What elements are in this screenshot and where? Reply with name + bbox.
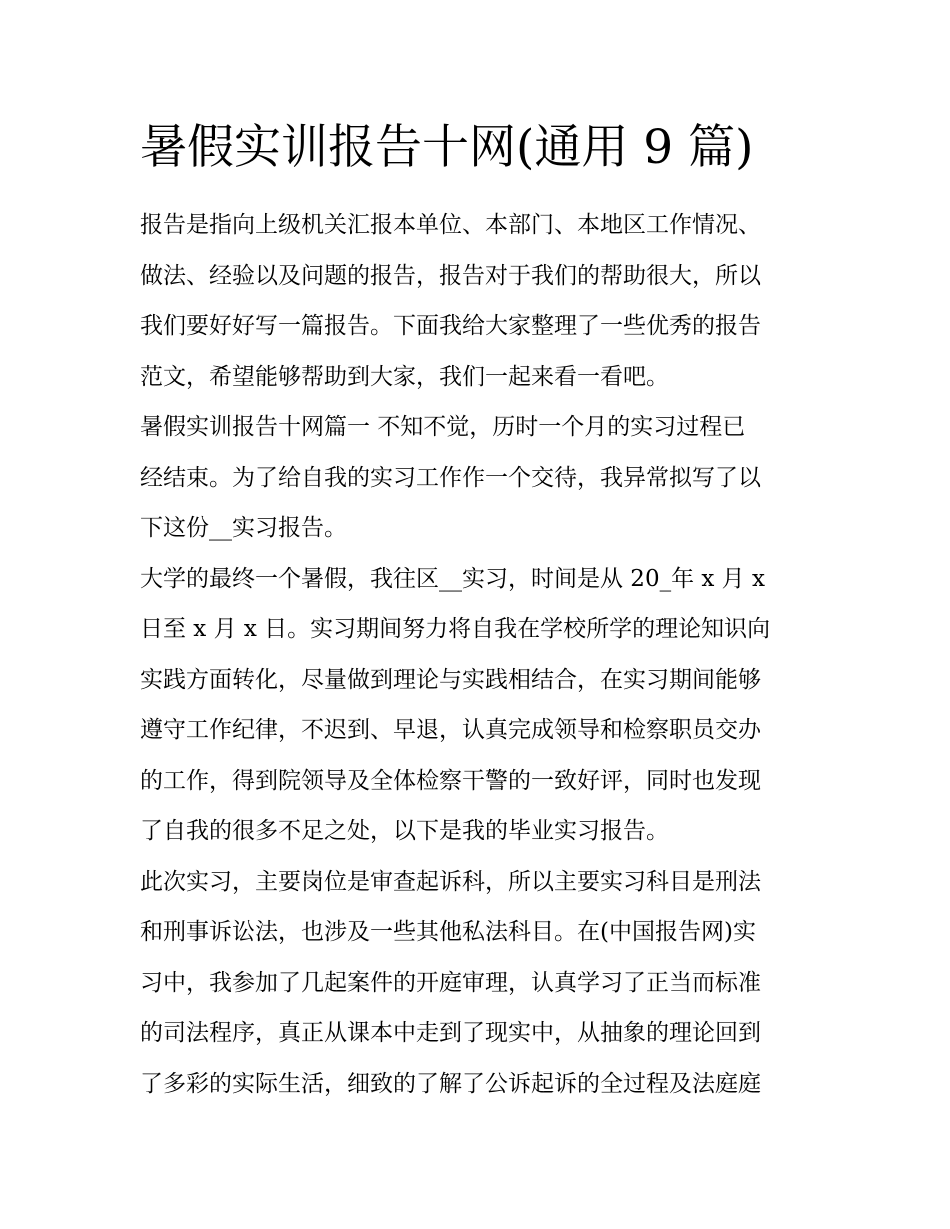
body-line: 了多彩的实际生活，细致的了解了公诉起诉的全过程及法庭庭	[140, 1070, 761, 1097]
body-line: 我们要好好写一篇报告。下面我给大家整理了一些优秀的报告	[140, 313, 761, 339]
body-line: 经结束。为了给自我的实习工作作一个交待，我异常拟写了以	[140, 464, 761, 491]
body-line: 报告是指向上级机关汇报本单位、本部门、本地区工作情况、	[140, 212, 761, 238]
body-line: 下这份__实习报告。	[140, 515, 347, 541]
body-line: 的司法程序，真正从课本中走到了现实中，从抽象的理论回到	[140, 1020, 761, 1046]
document-title: 暑假实训报告十网(通用 9 篇)	[140, 120, 754, 175]
body-line: 范文，希望能够帮助到大家，我们一起来看一看吧。	[140, 363, 669, 390]
body-line: 了自我的很多不足之处，以下是我的毕业实习报告。	[140, 818, 669, 844]
body-line: 此次实习，主要岗位是审查起诉科，所以主要实习科目是刑法	[140, 868, 761, 895]
body-line: 日至 x 月 x 日。实习期间努力将自我在学校所学的理论知识向	[140, 616, 771, 642]
body-line: 实践方面转化，尽量做到理论与实践相结合，在实习期间能够	[140, 666, 761, 693]
body-line: 的工作，得到院领导及全体检察干警的一致好评，同时也发现	[140, 767, 761, 794]
body-line: 习中，我参加了几起案件的开庭审理，认真学习了正当而标准	[140, 969, 761, 996]
body-line: 暑假实训报告十网篇一 不知不觉，历时一个月的实习过程已	[140, 414, 746, 440]
body-line: 和刑事诉讼法，也涉及一些其他私法科目。在(中国报告网)实	[140, 919, 756, 945]
body-line: 遵守工作纪律，不迟到、早退，认真完成领导和检察职员交办	[140, 717, 761, 743]
body-line: 大学的最终一个暑假，我往区__实习，时间是从 20_年 x 月 x	[140, 565, 765, 592]
document-body	[140, 200, 812, 1109]
body-line: 做法、经验以及问题的报告，报告对于我们的帮助很大，所以	[140, 262, 761, 289]
